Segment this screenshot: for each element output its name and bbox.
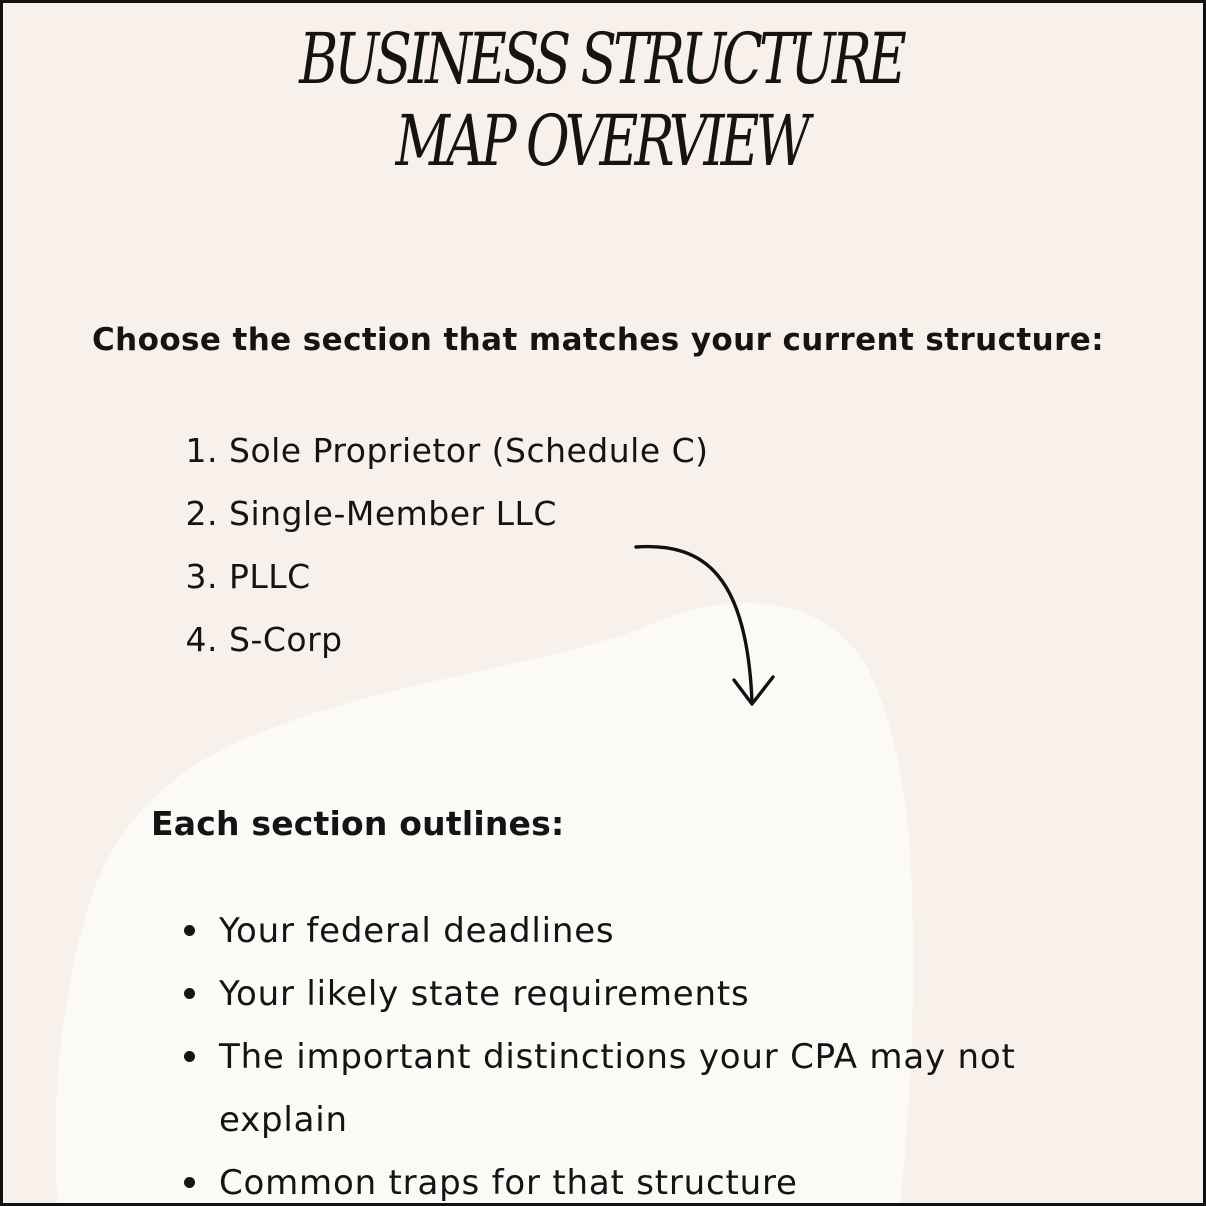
bullet-dot-icon (184, 925, 195, 936)
outline-item (188, 963, 1038, 1026)
outline-item-text: Your federal deadlines (219, 911, 615, 951)
structure-label: Sole Proprietor (Schedule C) (229, 431, 709, 470)
structure-number: 2. (185, 494, 218, 533)
outline-item (188, 900, 1038, 963)
bullet-dot-icon (184, 1177, 195, 1188)
structure-number: 1. (185, 431, 218, 470)
page-title (143, 18, 1060, 182)
structure-label: PLLC (229, 557, 311, 596)
title-line-2: MAP OVERVIEW (395, 100, 807, 182)
structure-label: Single-Member LLC (229, 494, 557, 533)
outline-heading: Each section outlines: (151, 804, 565, 843)
intro-text: Choose the section that matches your current structure: (92, 322, 1105, 358)
structure-label: S-Corp (229, 620, 343, 659)
structure-number: 3. (185, 557, 218, 596)
structure-number: 4. (185, 620, 218, 659)
outline-list (188, 900, 1038, 1206)
title-line-1: BUSINESS STRUCTURE (299, 18, 904, 100)
outline-item-text: Common traps for that structure (219, 1163, 798, 1203)
outline-item (188, 1026, 1038, 1152)
outline-item-text: The important distinctions your CPA may not explain (219, 1037, 1016, 1140)
outline-item (188, 1152, 1038, 1206)
outline-item-text: Your likely state requirements (219, 974, 750, 1014)
structure-item (178, 426, 709, 489)
bullet-dot-icon (184, 988, 195, 999)
bullet-dot-icon (184, 1051, 195, 1062)
curved-arrow-down-icon (628, 538, 784, 718)
